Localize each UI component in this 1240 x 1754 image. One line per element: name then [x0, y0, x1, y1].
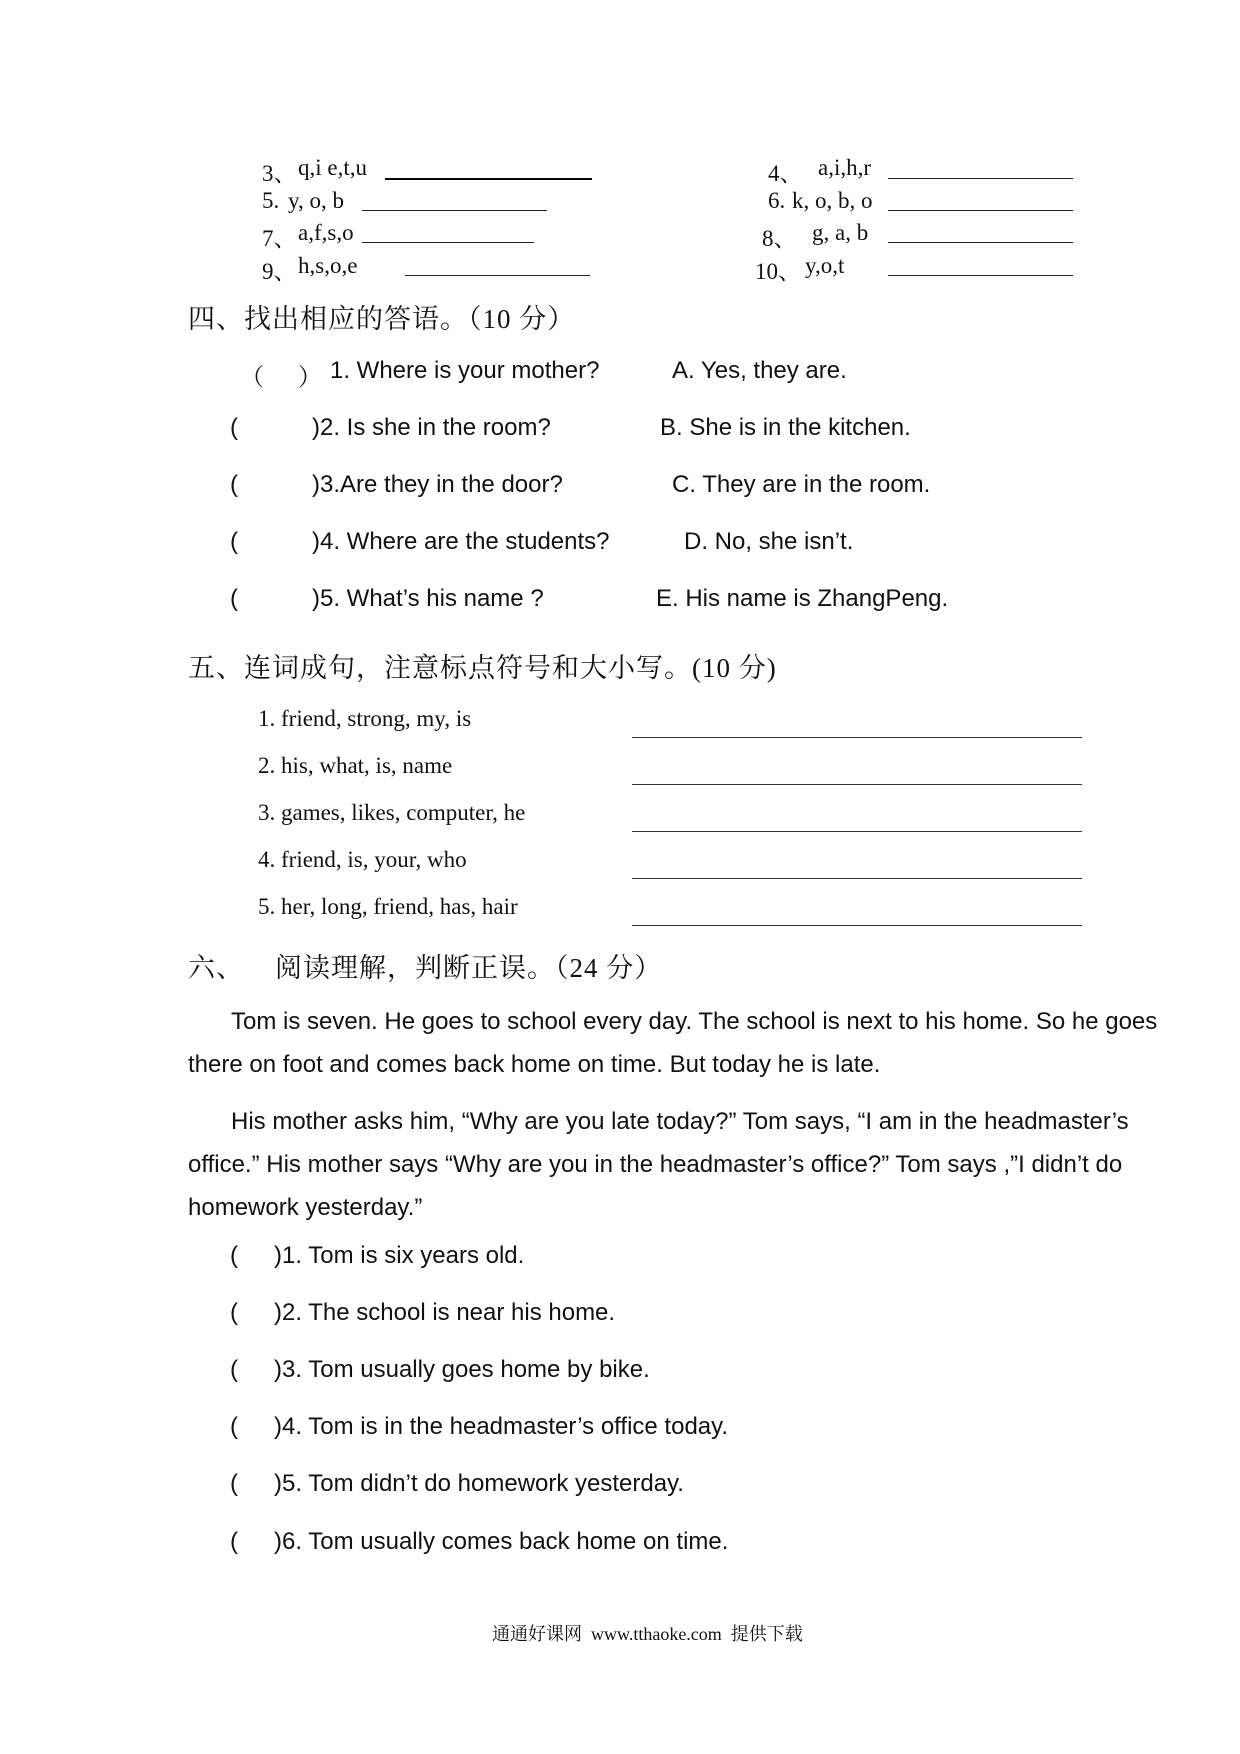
- statement-text: 2. The school is near his home.: [282, 1299, 616, 1326]
- answer-blank[interactable]: [362, 210, 547, 211]
- answer-option: E. His name is ZhangPeng.: [656, 585, 949, 612]
- statement-text: 6. Tom usually comes back home on time.: [282, 1528, 729, 1555]
- question-text: 5. What’s his name ?: [320, 585, 544, 612]
- answer-paren-close: ): [274, 1470, 282, 1497]
- word-list: 2. his, what, is, name: [258, 753, 453, 778]
- scramble-letters: a,f,s,o: [298, 220, 354, 245]
- section-4-title: 四、找出相应的答语。（10 分）: [188, 304, 576, 334]
- answer-paren-close: ): [274, 1356, 282, 1383]
- reading-paragraph-1: Tom is seven. He goes to school every day. The school is next to his home. So he goes there on foot and comes back home on time. But today he is late.: [188, 1008, 1158, 1078]
- answer-paren-open: (: [230, 585, 238, 612]
- word-list: 3. games, likes, computer, he: [258, 800, 526, 825]
- scramble-number: 4、: [768, 161, 803, 186]
- question-text: 2. Is she in the room?: [320, 414, 551, 441]
- sentence-answer-line[interactable]: [632, 784, 1082, 785]
- scramble-number: 8、: [762, 226, 797, 251]
- answer-blank[interactable]: [385, 178, 592, 180]
- word-list: 4. friend, is, your, who: [258, 847, 467, 872]
- scramble-letters: k, o, b, o: [792, 188, 873, 213]
- word-list: 1. friend, strong, my, is: [258, 706, 472, 731]
- answer-paren-open: (: [230, 471, 238, 498]
- scramble-number: 9、: [262, 259, 297, 284]
- statement-text: 1. Tom is six years old.: [282, 1242, 525, 1269]
- scramble-number: 5.: [262, 188, 280, 213]
- question-text: 4. Where are the students?: [320, 528, 610, 555]
- section-6-title: 阅读理解，判断正误。（24 分）: [275, 953, 663, 983]
- statement-text: 3. Tom usually goes home by bike.: [282, 1356, 650, 1383]
- question-text: 1. Where is your mother?: [330, 357, 600, 384]
- answer-paren-open: （: [240, 364, 264, 391]
- scramble-number: 10、: [755, 259, 801, 284]
- answer-blank[interactable]: [405, 275, 590, 276]
- answer-blank[interactable]: [888, 178, 1073, 179]
- answer-option: B. She is in the kitchen.: [660, 414, 911, 441]
- reading-paragraph-2: His mother asks him, “Why are you late today?” Tom says, “I am in the headmaster’s office.” His mother says “Why are you in the headmaster’s office?” Tom says ,”I didn’t do homework yesterday.”: [188, 1108, 1129, 1221]
- answer-paren-open: (: [230, 1299, 238, 1326]
- answer-paren-close: ): [312, 414, 320, 441]
- answer-blank[interactable]: [888, 275, 1073, 276]
- answer-blank[interactable]: [362, 242, 534, 243]
- statement-text: 5. Tom didn’t do homework yesterday.: [282, 1470, 684, 1497]
- scramble-letters: a,i,h,r: [818, 155, 872, 180]
- answer-paren-close: ): [312, 528, 320, 555]
- sentence-answer-line[interactable]: [632, 925, 1082, 926]
- answer-option: C. They are in the room.: [672, 471, 931, 498]
- answer-paren-close: ): [312, 471, 320, 498]
- answer-paren-close: ): [274, 1299, 282, 1326]
- scramble-number: 6.: [768, 188, 786, 213]
- answer-blank[interactable]: [888, 210, 1073, 211]
- answer-paren-close: ): [312, 585, 320, 612]
- question-text: 3.Are they in the door?: [320, 471, 563, 498]
- sentence-answer-line[interactable]: [632, 831, 1082, 832]
- scramble-letters: q,i e,t,u: [298, 155, 367, 180]
- answer-paren-open: (: [230, 1356, 238, 1383]
- answer-paren-open: (: [230, 1470, 238, 1497]
- word-list: 5. her, long, friend, has, hair: [258, 894, 518, 919]
- scramble-letters: g, a, b: [812, 220, 869, 245]
- answer-paren-close: ）: [298, 364, 322, 391]
- answer-blank[interactable]: [888, 242, 1073, 243]
- scramble-number: 3、: [262, 161, 297, 186]
- answer-paren-close: ): [274, 1528, 282, 1555]
- footer-text: 通通好课网 www.tthaoke.com 提供下载: [492, 1624, 803, 1644]
- answer-paren-open: (: [230, 1413, 238, 1440]
- scramble-number: 7、: [262, 226, 297, 251]
- answer-paren-open: (: [230, 528, 238, 555]
- answer-paren-open: (: [230, 1242, 238, 1269]
- section-6-number: 六、: [188, 953, 244, 983]
- scramble-letters: y, o, b: [288, 188, 345, 213]
- statement-text: 4. Tom is in the headmaster’s office today.: [282, 1413, 729, 1440]
- sentence-answer-line[interactable]: [632, 878, 1082, 879]
- answer-paren-close: ): [274, 1413, 282, 1440]
- scramble-letters: h,s,o,e: [298, 253, 358, 278]
- section-5-title: 五、连词成句，注意标点符号和大小写。(10 分): [188, 653, 777, 683]
- answer-paren-close: ): [274, 1242, 282, 1269]
- answer-paren-open: (: [230, 414, 238, 441]
- answer-option: D. No, she isn’t.: [684, 528, 854, 555]
- sentence-answer-line[interactable]: [632, 737, 1082, 738]
- scramble-letters: y,o,t: [805, 253, 845, 278]
- answer-paren-open: (: [230, 1528, 238, 1555]
- answer-option: A. Yes, they are.: [672, 357, 847, 384]
